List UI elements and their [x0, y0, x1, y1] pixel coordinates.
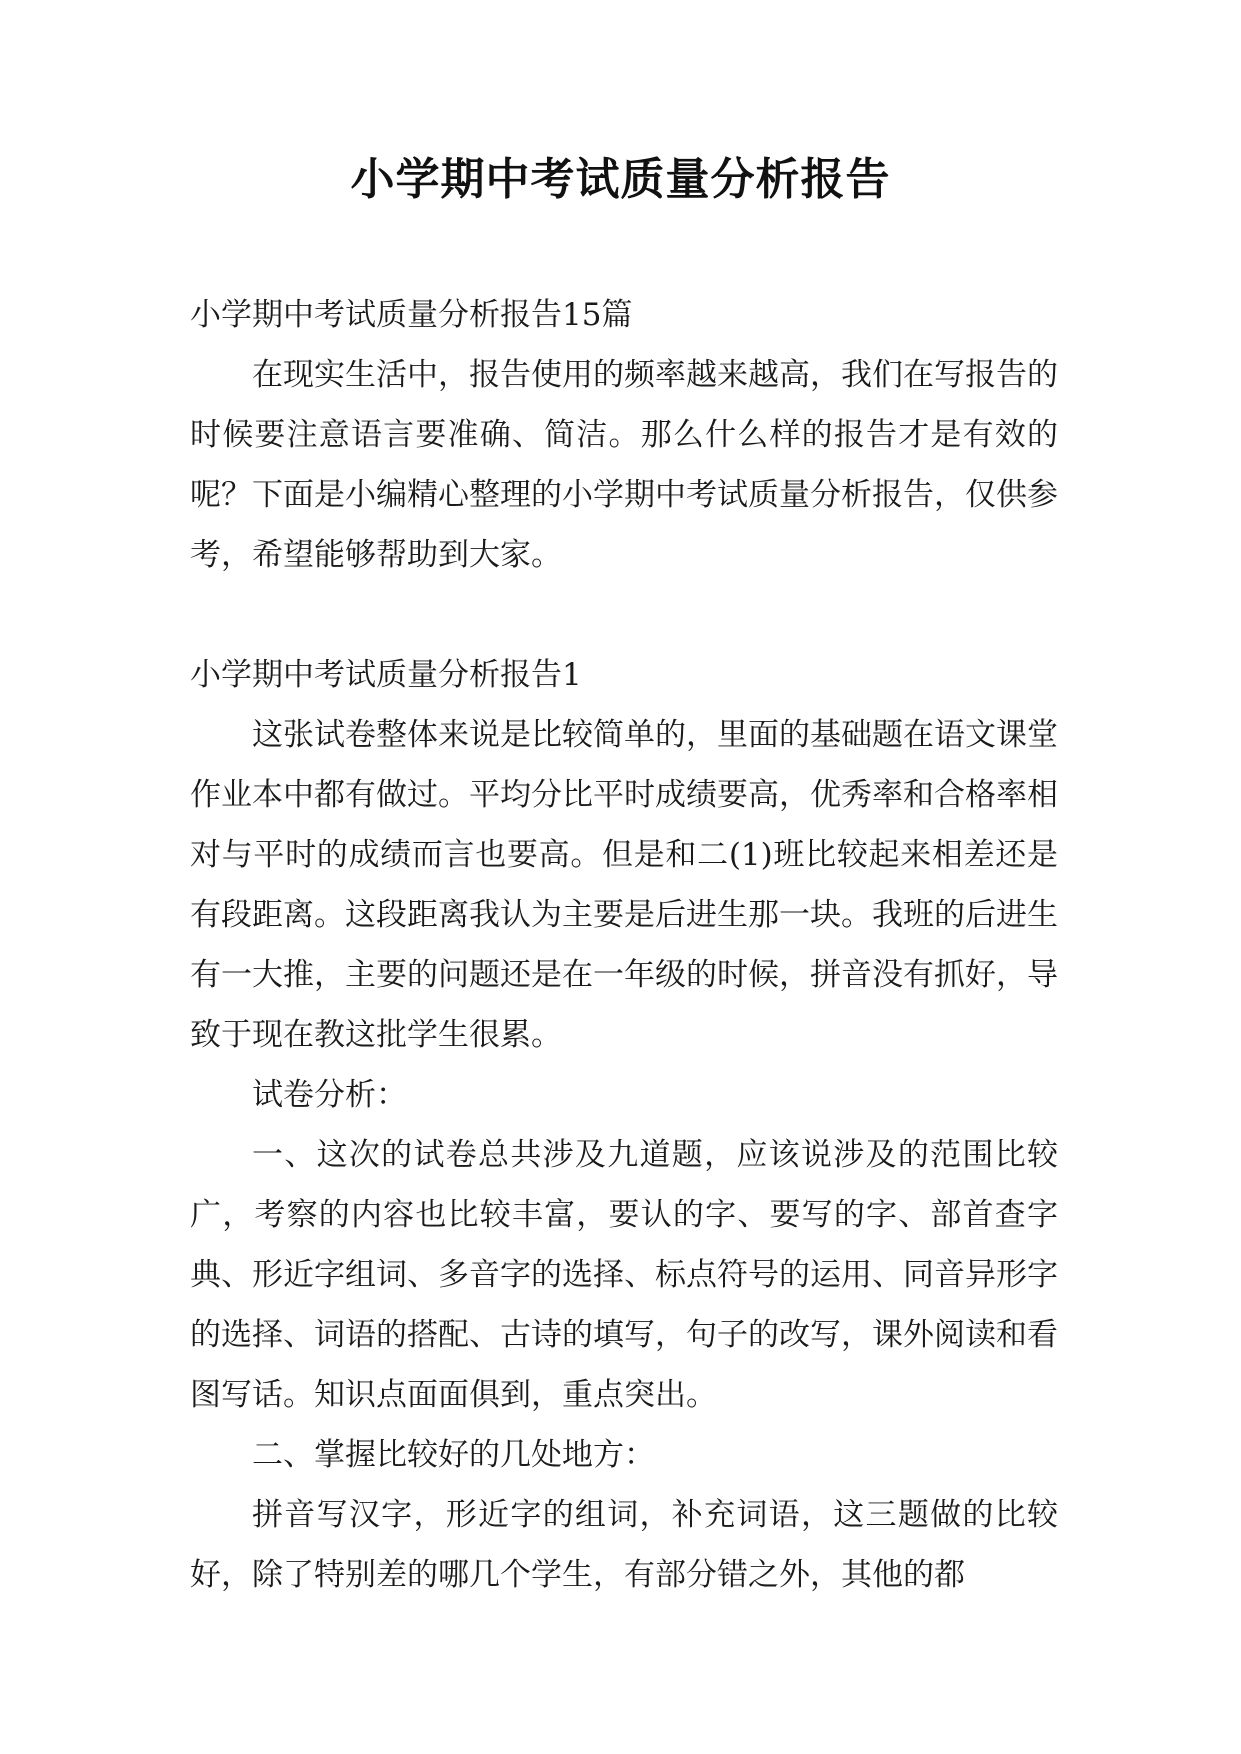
- document-title: 小学期中考试质量分析报告: [350, 154, 891, 205]
- body-paragraph: 二、掌握比较好的几处地方：: [252, 1437, 655, 1473]
- body-paragraph: 试卷分析：: [252, 1077, 407, 1113]
- collection-heading: 小学期中考试质量分析报告15篇: [190, 297, 633, 333]
- document-body: [190, 285, 1058, 1605]
- body-paragraph: 拼音写汉字，形近字的组词，补充词语，这三题做的比较好，除了特别差的哪几个学生，有部分错之外，其他的都: [190, 1497, 1058, 1593]
- body-paragraph: 一、这次的试卷总共涉及九道题，应该说涉及的范围比较广，考察的内容也比较丰富，要认的字、要写的字、部首查字典、形近字组词、多音字的选择、标点符号的运用、同音异形字的选择、词语的搭配、古诗的填写，句子的改写，课外阅读和看图写话。知识点面面俱到，重点突出。: [190, 1137, 1058, 1413]
- body-paragraph: 这张试卷整体来说是比较简单的，里面的基础题在语文课堂作业本中都有做过。平均分比平时成绩要高，优秀率和合格率相对与平时的成绩而言也要高。但是和二(1)班比较起来相差还是有段距离。这段距离我认为主要是后进生那一块。我班的后进生有一大推，主要的问题还是在一年级的时候，拼音没有抓好，导致于现在教这批学生很累。: [190, 717, 1058, 1053]
- section-spacer: [190, 585, 1058, 645]
- intro-paragraph: 在现实生活中，报告使用的频率越来越高，我们在写报告的时候要注意语言要准确、简洁。那么什么样的报告才是有效的呢？下面是小编精心整理的小学期中考试质量分析报告，仅供参考，希望能够帮助到大家。: [190, 357, 1058, 573]
- section-heading: 小学期中考试质量分析报告1: [190, 657, 582, 693]
